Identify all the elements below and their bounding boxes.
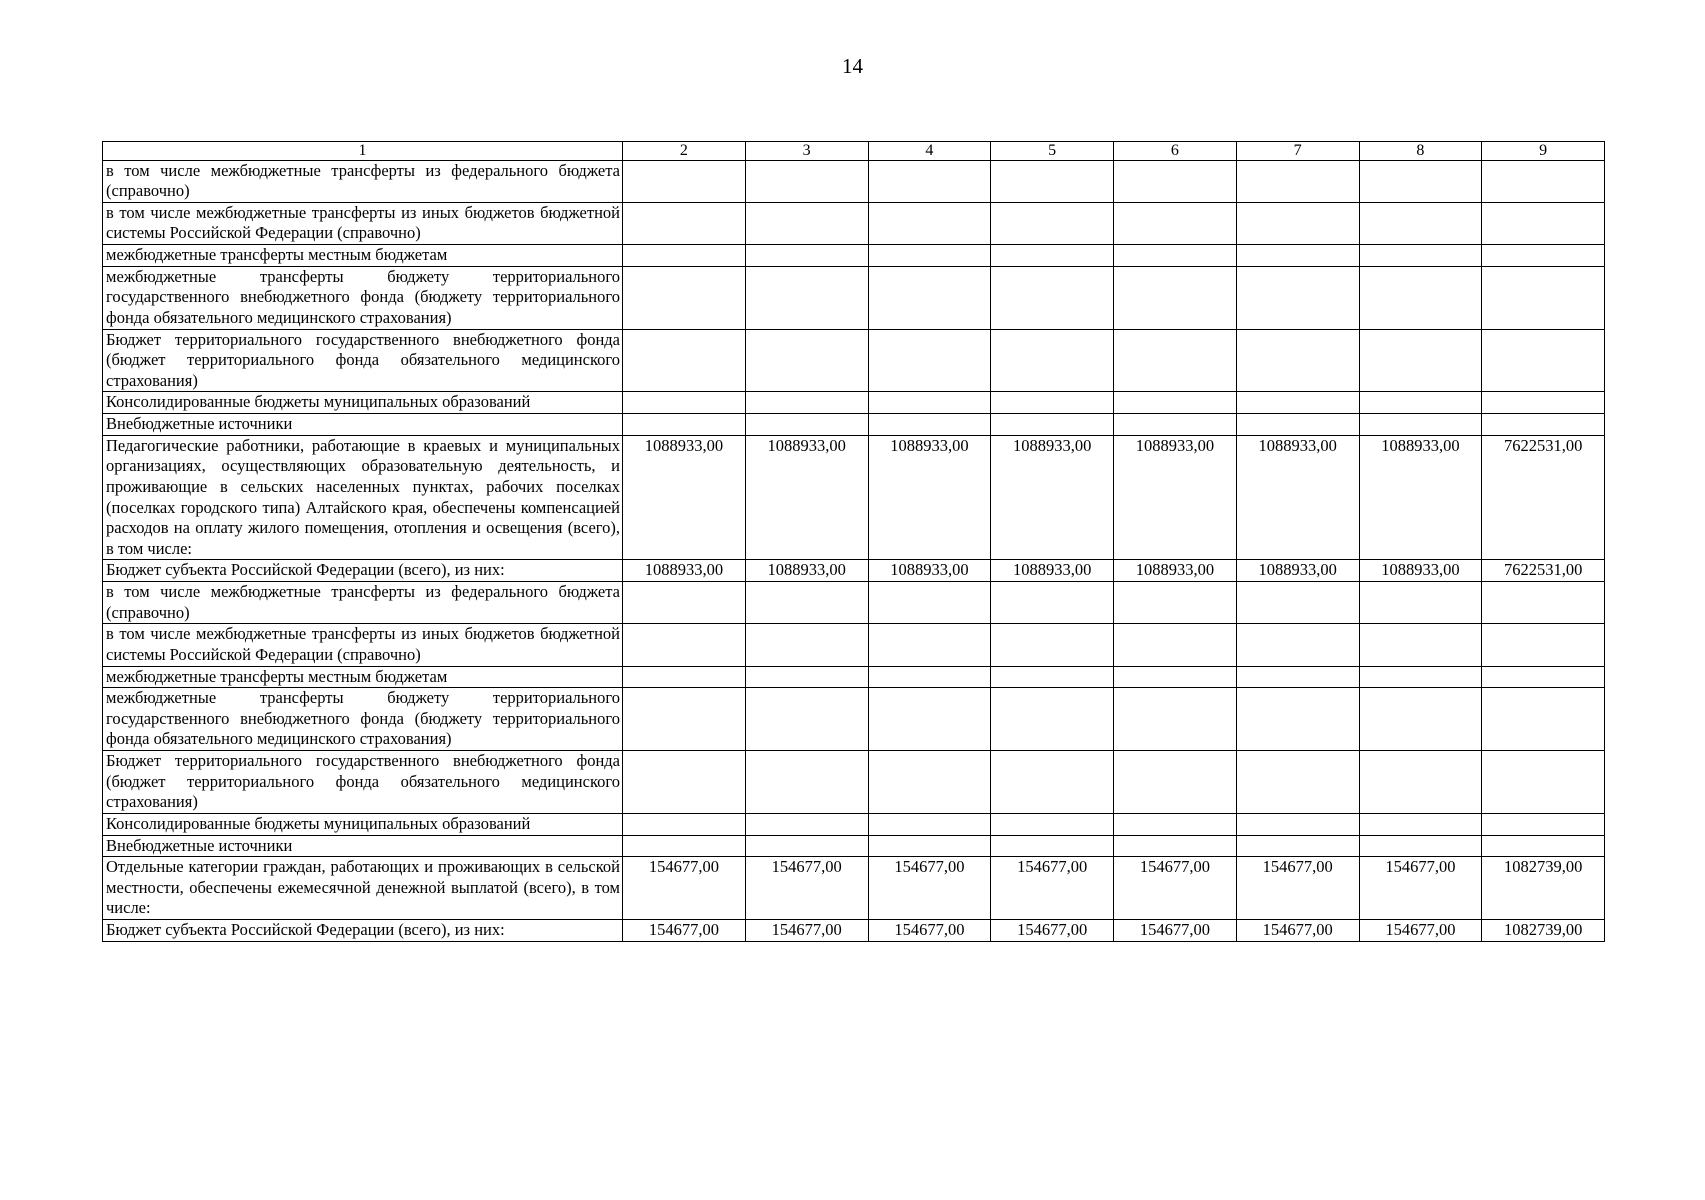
value-cell	[868, 813, 991, 835]
value-cell	[745, 624, 868, 666]
table-row	[103, 835, 1605, 857]
value-cell	[991, 392, 1114, 414]
table-row	[103, 414, 1605, 436]
row-label: Консолидированные бюджеты муниципальных образований	[103, 813, 623, 835]
value-cell: 1088933,00	[1236, 560, 1359, 582]
row-label: межбюджетные трансферты бюджету территориального государственного внебюджетного фонда (бюджету территориального фонда обязательного медицинского страхования)	[103, 266, 623, 329]
page-number: 14	[842, 54, 863, 78]
table-row	[103, 435, 1605, 560]
header-cell: 1	[103, 142, 623, 161]
value-cell	[1359, 751, 1482, 814]
value-cell: 1088933,00	[1359, 560, 1482, 582]
value-cell	[868, 266, 991, 329]
row-label: Консолидированные бюджеты муниципальных образований	[103, 392, 623, 414]
value-cell	[1359, 245, 1482, 267]
value-cell	[991, 813, 1114, 835]
value-cell	[745, 392, 868, 414]
value-cell	[991, 160, 1114, 202]
value-cell	[745, 202, 868, 244]
value-cell	[1114, 666, 1237, 688]
value-cell	[1114, 329, 1237, 392]
value-cell: 1082739,00	[1482, 920, 1605, 942]
row-label: Отдельные категории граждан, работающих и проживающих в сельской местности, обеспечены ежемесячной денежной выплатой (всего), в том числе:	[103, 857, 623, 920]
value-cell	[991, 266, 1114, 329]
value-cell: 154677,00	[868, 920, 991, 942]
value-cell	[623, 624, 746, 666]
value-cell	[745, 329, 868, 392]
value-cell	[745, 835, 868, 857]
value-cell	[1482, 582, 1605, 624]
data-table	[102, 141, 1605, 942]
value-cell	[745, 266, 868, 329]
value-cell	[1236, 813, 1359, 835]
header-row	[103, 142, 1605, 161]
value-cell	[1482, 329, 1605, 392]
value-cell	[1359, 329, 1482, 392]
value-cell	[745, 813, 868, 835]
value-cell	[868, 835, 991, 857]
value-cell	[623, 582, 746, 624]
table-row	[103, 857, 1605, 920]
row-label: Бюджет территориального государственного внебюджетного фонда (бюджет территориального фонда обязательного медицинского страхования)	[103, 751, 623, 814]
value-cell	[1236, 688, 1359, 751]
value-cell	[623, 202, 746, 244]
row-label: Бюджет территориального государственного внебюджетного фонда (бюджет территориального фонда обязательного медицинского страхования)	[103, 329, 623, 392]
value-cell: 7622531,00	[1482, 435, 1605, 560]
value-cell	[1236, 666, 1359, 688]
value-cell	[745, 688, 868, 751]
row-label: в том числе межбюджетные трансферты из иных бюджетов бюджетной системы Российской Федерации (справочно)	[103, 624, 623, 666]
value-cell: 154677,00	[623, 920, 746, 942]
value-cell	[1114, 245, 1237, 267]
value-cell	[623, 666, 746, 688]
value-cell	[868, 666, 991, 688]
value-cell: 1088933,00	[1236, 435, 1359, 560]
row-label: в том числе межбюджетные трансферты из федерального бюджета (справочно)	[103, 582, 623, 624]
table-row	[103, 751, 1605, 814]
value-cell	[1359, 202, 1482, 244]
value-cell	[1359, 392, 1482, 414]
value-cell: 1088933,00	[1114, 560, 1237, 582]
value-cell	[991, 666, 1114, 688]
value-cell: 1088933,00	[868, 435, 991, 560]
value-cell: 154677,00	[1236, 857, 1359, 920]
table-row	[103, 582, 1605, 624]
header-cell: 8	[1359, 142, 1482, 161]
table-row	[103, 392, 1605, 414]
table-row	[103, 266, 1605, 329]
value-cell	[623, 392, 746, 414]
value-cell	[991, 202, 1114, 244]
header-cell: 6	[1114, 142, 1237, 161]
row-label: межбюджетные трансферты местным бюджетам	[103, 245, 623, 267]
value-cell	[745, 751, 868, 814]
value-cell	[1236, 835, 1359, 857]
row-label: Педагогические работники, работающие в краевых и муниципальных организациях, осуществляющих образовательную деятельность, и проживающие в сельских населенных пунктах, рабочих поселках (поселках городского типа) Алтайского края, обеспечены компенсацией расходов на оплату жилого помещения, отопления и освещения (всего), в том числе:	[103, 435, 623, 560]
value-cell	[1236, 582, 1359, 624]
value-cell: 1088933,00	[991, 435, 1114, 560]
value-cell	[1236, 392, 1359, 414]
value-cell	[1359, 160, 1482, 202]
table-row	[103, 202, 1605, 244]
table-row	[103, 624, 1605, 666]
value-cell: 1088933,00	[1114, 435, 1237, 560]
value-cell: 154677,00	[1114, 920, 1237, 942]
value-cell	[868, 751, 991, 814]
value-cell	[868, 392, 991, 414]
table-row	[103, 560, 1605, 582]
value-cell	[1236, 202, 1359, 244]
value-cell	[1236, 624, 1359, 666]
value-cell	[623, 266, 746, 329]
value-cell	[1359, 582, 1482, 624]
row-label: в том числе межбюджетные трансферты из федерального бюджета (справочно)	[103, 160, 623, 202]
value-cell	[1359, 835, 1482, 857]
value-cell: 1088933,00	[1359, 435, 1482, 560]
row-label: Бюджет субъекта Российской Федерации (всего), из них:	[103, 920, 623, 942]
value-cell	[868, 688, 991, 751]
value-cell	[623, 414, 746, 436]
table-row	[103, 329, 1605, 392]
value-cell	[1114, 813, 1237, 835]
value-cell: 1088933,00	[868, 560, 991, 582]
value-cell	[623, 751, 746, 814]
value-cell	[1359, 666, 1482, 688]
value-cell: 154677,00	[991, 857, 1114, 920]
value-cell	[745, 582, 868, 624]
value-cell	[1359, 414, 1482, 436]
value-cell	[1482, 688, 1605, 751]
value-cell	[1359, 688, 1482, 751]
value-cell	[1114, 266, 1237, 329]
value-cell	[623, 813, 746, 835]
header-cell: 4	[868, 142, 991, 161]
value-cell: 154677,00	[1236, 920, 1359, 942]
value-cell	[991, 329, 1114, 392]
value-cell	[1359, 266, 1482, 329]
value-cell: 1088933,00	[991, 560, 1114, 582]
table-row	[103, 245, 1605, 267]
value-cell	[868, 202, 991, 244]
value-cell	[991, 582, 1114, 624]
value-cell	[623, 688, 746, 751]
value-cell: 1088933,00	[623, 560, 746, 582]
value-cell	[991, 751, 1114, 814]
header-cell: 9	[1482, 142, 1605, 161]
value-cell	[868, 624, 991, 666]
value-cell	[1236, 160, 1359, 202]
value-cell	[745, 666, 868, 688]
value-cell	[623, 835, 746, 857]
value-cell	[991, 835, 1114, 857]
header-cell: 3	[745, 142, 868, 161]
value-cell	[1236, 245, 1359, 267]
header-cell: 7	[1236, 142, 1359, 161]
value-cell	[745, 160, 868, 202]
value-cell	[1236, 414, 1359, 436]
value-cell	[1482, 414, 1605, 436]
value-cell	[745, 414, 868, 436]
table-row	[103, 666, 1605, 688]
value-cell	[1114, 202, 1237, 244]
value-cell	[991, 688, 1114, 751]
table-row	[103, 688, 1605, 751]
value-cell	[868, 245, 991, 267]
value-cell	[1482, 245, 1605, 267]
value-cell	[623, 329, 746, 392]
value-cell	[1114, 392, 1237, 414]
value-cell	[1482, 160, 1605, 202]
value-cell: 154677,00	[1114, 857, 1237, 920]
value-cell: 1088933,00	[745, 435, 868, 560]
value-cell	[1236, 329, 1359, 392]
row-label: межбюджетные трансферты местным бюджетам	[103, 666, 623, 688]
header-cell: 2	[623, 142, 746, 161]
value-cell	[1482, 392, 1605, 414]
value-cell: 1088933,00	[623, 435, 746, 560]
row-label: в том числе межбюджетные трансферты из иных бюджетов бюджетной системы Российской Федерации (справочно)	[103, 202, 623, 244]
table-row	[103, 813, 1605, 835]
value-cell	[868, 160, 991, 202]
value-cell	[1114, 582, 1237, 624]
value-cell	[1359, 624, 1482, 666]
value-cell	[623, 160, 746, 202]
table-row	[103, 920, 1605, 942]
value-cell	[1236, 266, 1359, 329]
value-cell: 154677,00	[868, 857, 991, 920]
value-cell	[1114, 835, 1237, 857]
value-cell	[1482, 813, 1605, 835]
table-body	[103, 160, 1605, 941]
value-cell	[623, 245, 746, 267]
value-cell	[1482, 666, 1605, 688]
value-cell: 154677,00	[623, 857, 746, 920]
value-cell	[1114, 624, 1237, 666]
value-cell: 154677,00	[1359, 857, 1482, 920]
value-cell: 1088933,00	[745, 560, 868, 582]
value-cell	[1114, 414, 1237, 436]
row-label: Внебюджетные источники	[103, 414, 623, 436]
value-cell	[1114, 751, 1237, 814]
row-label: Внебюджетные источники	[103, 835, 623, 857]
value-cell	[1482, 751, 1605, 814]
row-label: Бюджет субъекта Российской Федерации (всего), из них:	[103, 560, 623, 582]
value-cell	[868, 329, 991, 392]
value-cell	[1482, 266, 1605, 329]
table-row	[103, 160, 1605, 202]
value-cell: 154677,00	[1359, 920, 1482, 942]
row-label: межбюджетные трансферты бюджету территориального государственного внебюджетного фонда (бюджету территориального фонда обязательного медицинского страхования)	[103, 688, 623, 751]
value-cell	[1482, 835, 1605, 857]
value-cell: 154677,00	[745, 857, 868, 920]
value-cell	[868, 414, 991, 436]
value-cell: 7622531,00	[1482, 560, 1605, 582]
value-cell	[868, 582, 991, 624]
value-cell	[1114, 688, 1237, 751]
value-cell	[1114, 160, 1237, 202]
value-cell	[1482, 202, 1605, 244]
value-cell: 154677,00	[991, 920, 1114, 942]
value-cell	[1236, 751, 1359, 814]
value-cell	[1482, 624, 1605, 666]
header-cell: 5	[991, 142, 1114, 161]
value-cell	[1359, 813, 1482, 835]
value-cell	[991, 624, 1114, 666]
value-cell: 154677,00	[745, 920, 868, 942]
value-cell	[745, 245, 868, 267]
value-cell	[991, 414, 1114, 436]
value-cell	[991, 245, 1114, 267]
value-cell: 1082739,00	[1482, 857, 1605, 920]
